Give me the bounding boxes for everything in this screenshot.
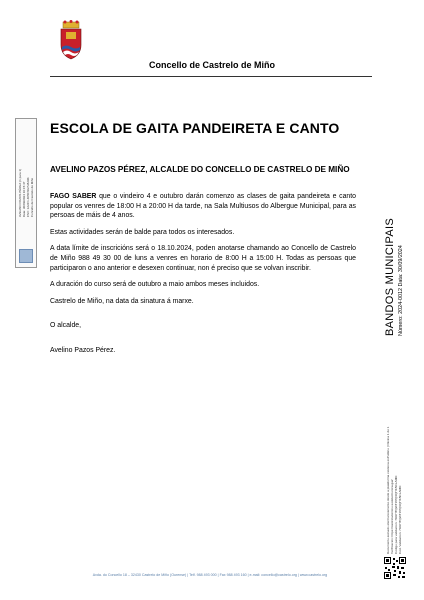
footer-contact: Avda. do Concello 18 – 32430 Castrelo de Miño (Ourense) | Telf. 988 493 000 | Fax 988 493 160 | e-mail: concello@castrelo.org | www.castrelo.org [92, 573, 328, 577]
municipal-crest-icon [58, 20, 84, 60]
certification-line: Cód. Validación: 7RRHTQWTZPQXQHK5CLAMD [398, 485, 402, 554]
certification-text [384, 360, 420, 556]
header-divider [50, 76, 372, 77]
signatory-name: Avelino Pazos Pérez. [50, 346, 116, 354]
lead-bold: FAGO SABER [50, 193, 97, 200]
bandos-municipais-label: BANDOS MUNICIPAIS [384, 218, 396, 336]
organization-name: Concello de Castrelo de Miño [148, 60, 276, 70]
bandos-label-block [384, 218, 414, 340]
certification-line: Verificación: https://castrelodemino.sedelectronica.gal/ [390, 479, 394, 554]
paragraph-place-date: Castrelo de Miño, na data da sinatura á marxe. [50, 297, 194, 305]
signature-line: AVELINO PAZOS PÉREZ (1 para 1) [18, 168, 22, 218]
paragraph-free-activities: Estas actividades serán de balde para todos os interesados. [50, 228, 235, 236]
paragraph-announcement [50, 192, 356, 221]
signature-seal-icon [19, 249, 33, 263]
signature-strip-text [18, 169, 34, 217]
signature-line: Data: 30/09/2024 10:15:47 [22, 181, 26, 218]
certification-line: Documento asinado electronicamente desde a plataforma xestiona esPublico | Páxina 1 de 1 [386, 426, 390, 554]
certification-line: Código para validación: 7RRHTQWTZPQXQHK5CLAMD [394, 475, 398, 554]
document-subtitle: AVELINO PAZOS PÉREZ, ALCALDE DO CONCELLO DE CASTRELO DE MIÑO [50, 165, 350, 174]
document-body [50, 192, 356, 363]
closing-title: O alcalde, [50, 322, 82, 330]
paragraph-duration: A duración do curso será de outubro a maio ambos meses incluidos. [50, 281, 260, 289]
signature-line: Concello de Castrelo de Miño [30, 177, 34, 218]
signature-strip [15, 118, 37, 268]
paragraph-registration: A data límite de inscricións será o 18.10.2024, poden anotarse chamando ao Concello de Castrelo de Miño 988 49 30 00 de luns a venres en horario de 8:00 H a 15:00 H. Todas as persoas que participaron o ano anterior e desexen continuar, non é preciso que se volvan inscribir. [50, 245, 356, 272]
document-number-date: Número: 2024-0012 Data: 30/09/2024 [398, 245, 404, 336]
signature-line: CSV: 1A2C1.4D5F6G7H8J9K [26, 177, 30, 218]
paragraph-announcement-text: que o vindeiro 4 e outubro darán comenzo as clases de gaita pandeireta e canto popular os venres de 18:00 H a 20:00 H da tarde, na Sala Multiusos do Albergue Municipal, para as persoas de máis de 4 anos. [50, 193, 356, 220]
document-title: ESCOLA DE GAITA PANDEIRETA E CANTO [50, 120, 340, 136]
qr-code-icon [384, 557, 406, 579]
